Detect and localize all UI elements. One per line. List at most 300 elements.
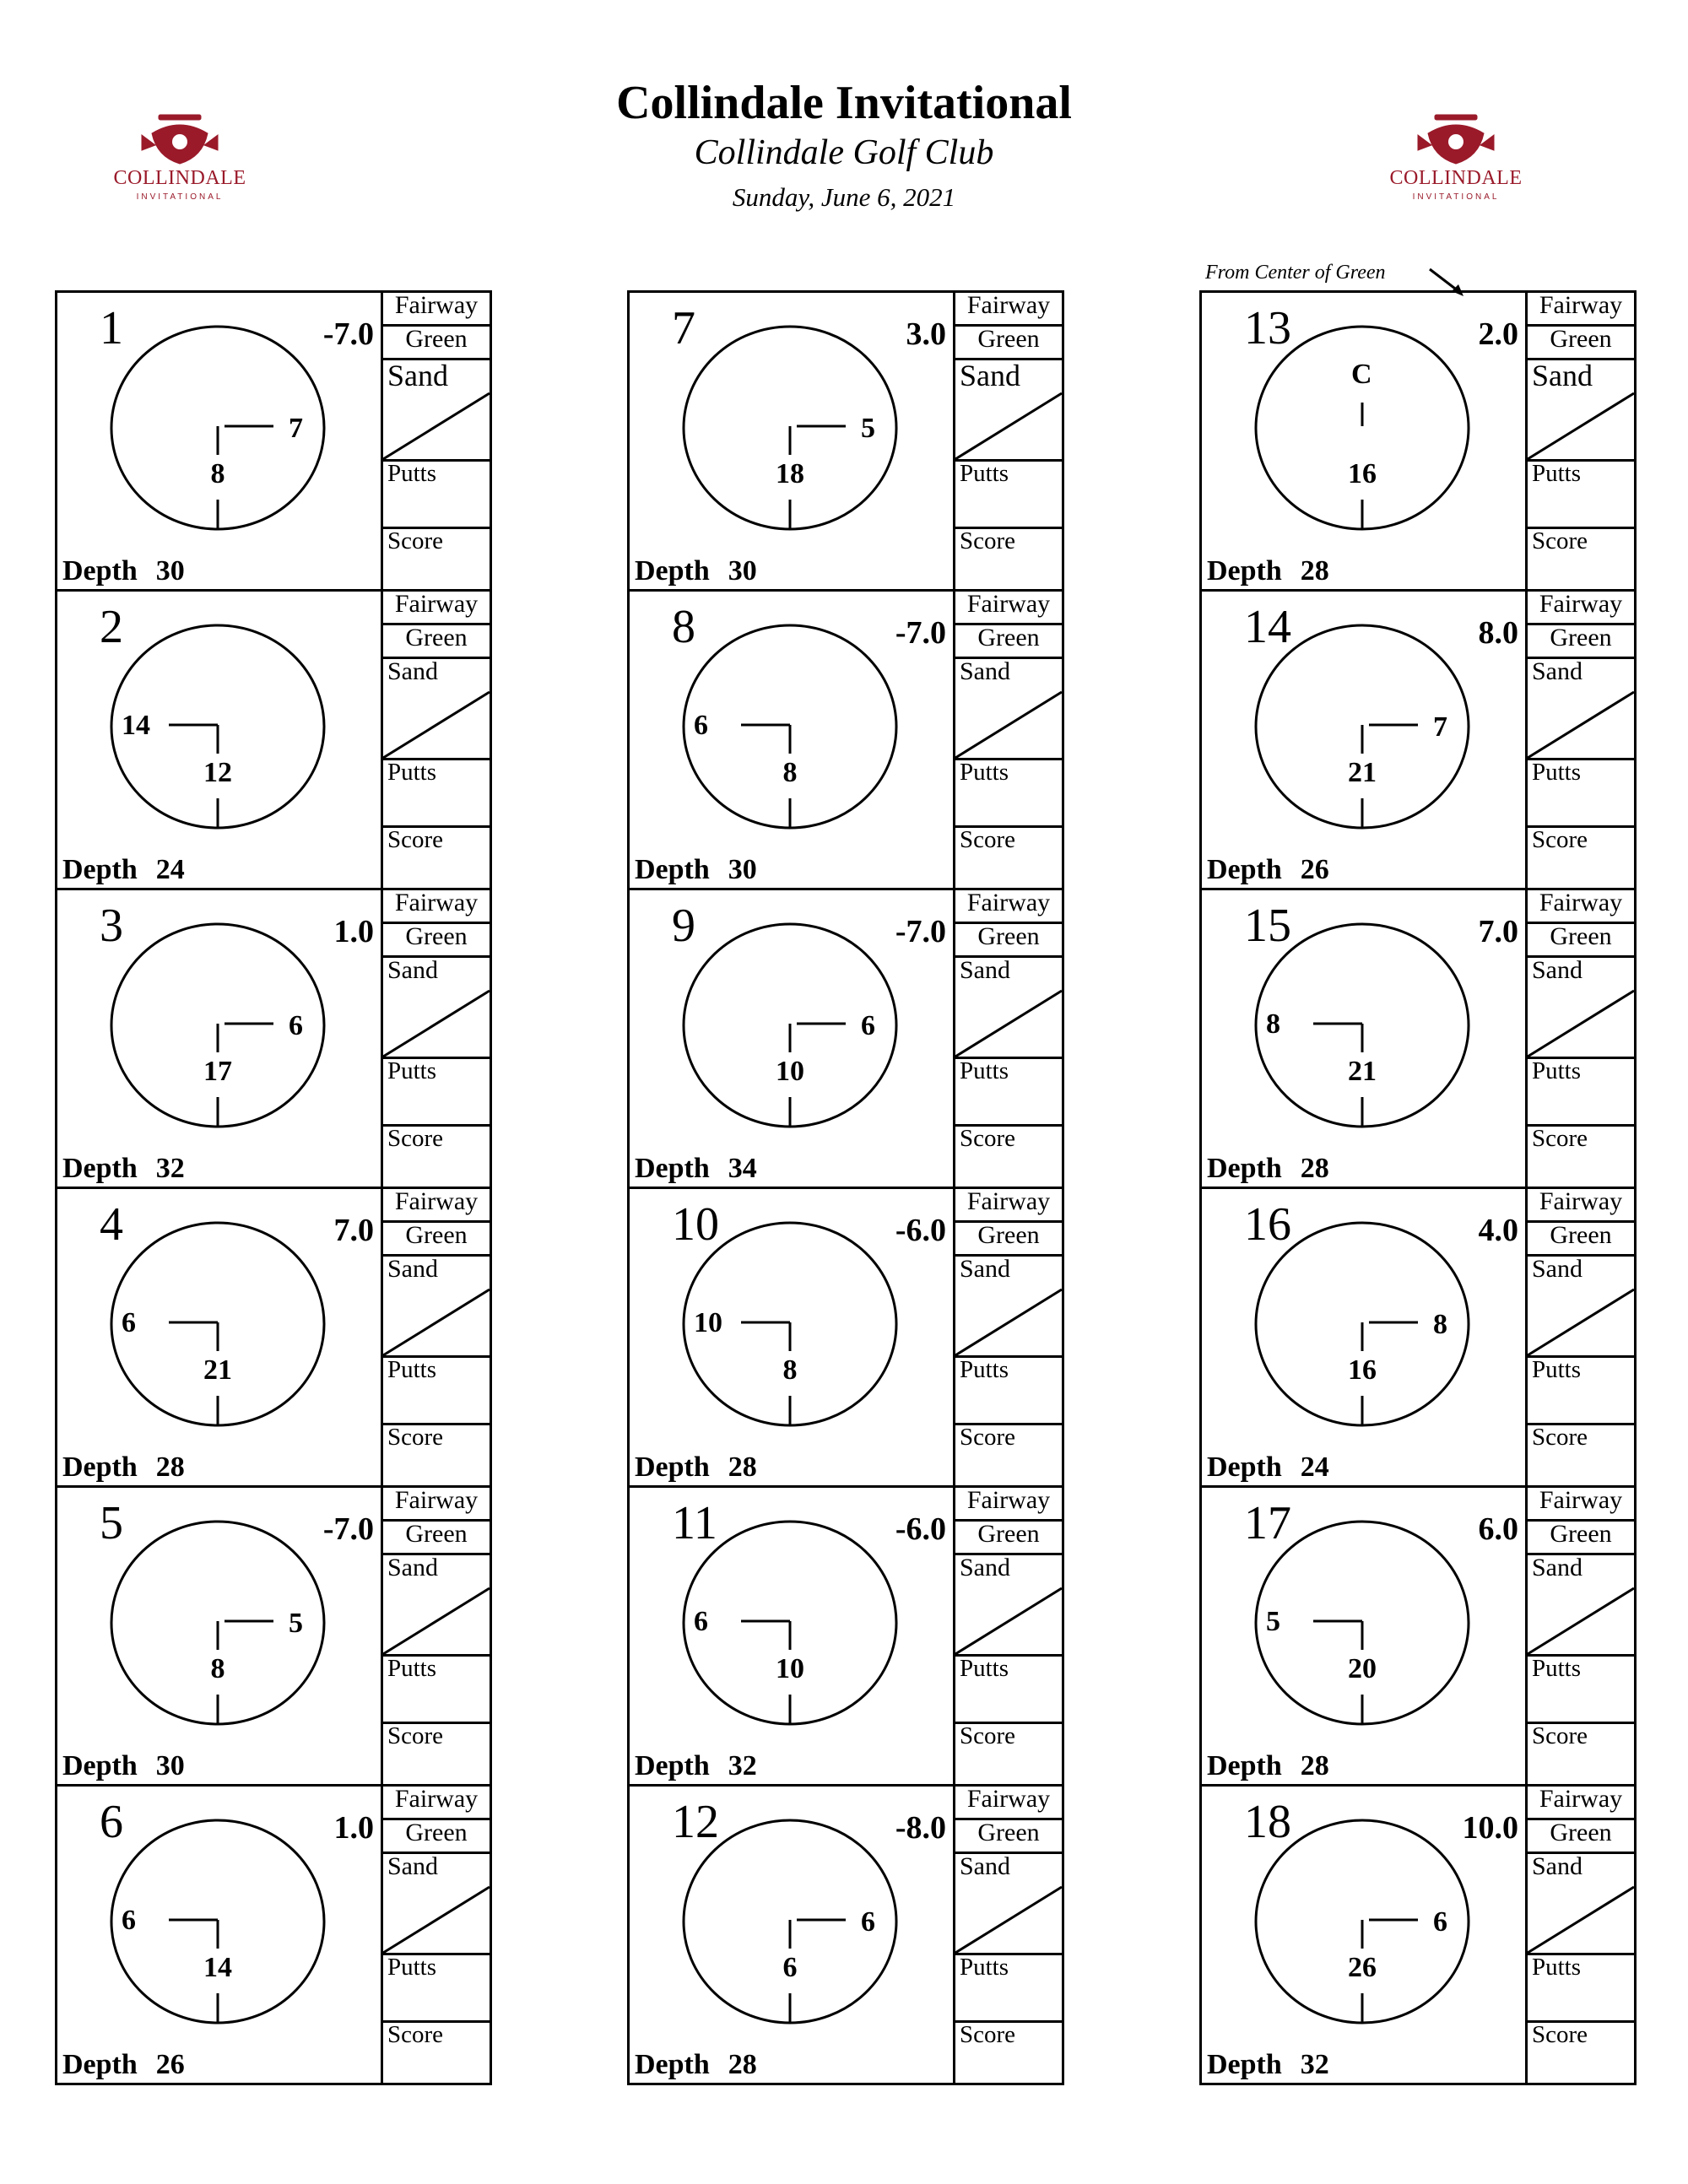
fairway-field-label: Fairway: [394, 1187, 479, 1215]
pin-offset: -6.0: [895, 1213, 946, 1248]
green-diagram: [1254, 922, 1470, 1128]
green-field[interactable]: [383, 1522, 490, 1555]
hole-card: [627, 589, 1064, 890]
green-field-label: Green: [1550, 624, 1612, 651]
green-diagram: [1254, 325, 1470, 531]
hole-number: 14: [1244, 601, 1291, 653]
green-depth: [1207, 1453, 1329, 1482]
sand-field[interactable]: [1528, 360, 1634, 462]
score-field-label: Score: [960, 826, 1016, 853]
hole-number: 1: [100, 302, 123, 354]
putts-field[interactable]: [383, 1358, 490, 1425]
score-field[interactable]: [955, 828, 1062, 888]
fairway-field[interactable]: [955, 1787, 1062, 1820]
score-field-label: Score: [387, 1125, 444, 1152]
fairway-field-label: Fairway: [1539, 291, 1623, 319]
sand-field-label: Sand: [1532, 1852, 1582, 1880]
fairway-field[interactable]: [383, 293, 490, 327]
depth-value: 28: [1300, 1153, 1329, 1184]
putts-field[interactable]: [1528, 1955, 1634, 2023]
pin-offset: 1.0: [333, 1810, 374, 1846]
green-depth: [1207, 2051, 1329, 2079]
hole-card: [55, 589, 492, 890]
pin-offset: 4.0: [1478, 1213, 1518, 1248]
sand-divider-line: [955, 1884, 1062, 1955]
stats-column: [383, 592, 490, 888]
score-field-label: Score: [1532, 1125, 1588, 1152]
sand-field[interactable]: [383, 1257, 490, 1358]
green-field[interactable]: [383, 625, 490, 659]
score-field[interactable]: [955, 1127, 1062, 1187]
green-diagram-panel: [57, 1488, 383, 1784]
hole-card: [55, 1784, 492, 2085]
depth-label: Depth: [1207, 1153, 1282, 1184]
stats-column: [1528, 592, 1634, 888]
score-field[interactable]: [1528, 2023, 1634, 2083]
depth-value: 24: [155, 854, 185, 885]
stats-column: [955, 293, 1062, 589]
fairway-field-label: Fairway: [1539, 590, 1623, 618]
green-diagram: [110, 1819, 326, 2025]
fairway-field-label: Fairway: [1539, 889, 1623, 916]
holes-column-2: [627, 290, 1064, 2085]
sand-divider-line: [1528, 1586, 1634, 1657]
green-diagram: [110, 624, 326, 830]
sand-field-label: Sand: [1532, 1255, 1582, 1283]
pin-side-distance: 6: [122, 1905, 136, 1936]
putts-field[interactable]: [1528, 760, 1634, 828]
pin-side-distance: 6: [694, 1606, 708, 1637]
pin-side-distance: C: [1351, 359, 1372, 390]
depth-value: 30: [728, 854, 757, 885]
stats-column: [1528, 890, 1634, 1187]
score-field-label: Score: [1532, 2021, 1588, 2048]
green-outline: [682, 624, 898, 830]
hole-card: [55, 1187, 492, 1488]
green-field[interactable]: [955, 924, 1062, 958]
putts-field-label: Putts: [387, 1655, 437, 1682]
sand-divider-line: [955, 689, 1062, 760]
fairway-field[interactable]: [1528, 1787, 1634, 1820]
depth-value: 30: [155, 1750, 185, 1781]
depth-label: Depth: [635, 1153, 710, 1184]
stats-column: [383, 1488, 490, 1784]
putts-field[interactable]: [383, 1059, 490, 1127]
sand-divider-line: [383, 1884, 490, 1955]
depth-label: Depth: [62, 2049, 138, 2080]
center-of-green-note: From Center of Green: [1205, 262, 1386, 284]
green-field[interactable]: [383, 1820, 490, 1854]
green-field[interactable]: [1528, 924, 1634, 958]
score-field[interactable]: [1528, 529, 1634, 589]
crest-icon: [1384, 108, 1528, 176]
green-depth: [1207, 856, 1329, 884]
green-field-label: Green: [1550, 325, 1612, 353]
fairway-field-label: Fairway: [966, 1187, 1051, 1215]
green-field[interactable]: [383, 1223, 490, 1257]
hole-card: [627, 1485, 1064, 1787]
green-outline: [1254, 922, 1470, 1128]
putts-field[interactable]: [1528, 1657, 1634, 1724]
score-field[interactable]: [383, 1127, 490, 1187]
pin-front-distance: 8: [210, 1653, 225, 1684]
putts-field[interactable]: [1528, 1358, 1634, 1425]
putts-field-label: Putts: [387, 759, 437, 786]
green-diagram-panel: [630, 592, 955, 888]
fairway-field[interactable]: [383, 890, 490, 924]
green-field-label: Green: [977, 1221, 1040, 1249]
putts-field[interactable]: [383, 1955, 490, 2023]
hole-card: [1199, 290, 1637, 592]
sand-field-label: Sand: [1532, 359, 1593, 392]
green-field[interactable]: [1528, 625, 1634, 659]
green-depth: [635, 1453, 757, 1482]
green-field[interactable]: [1528, 327, 1634, 360]
depth-label: Depth: [62, 555, 138, 587]
putts-field-label: Putts: [387, 1954, 437, 1981]
score-field-label: Score: [387, 1722, 444, 1749]
fairway-field[interactable]: [1528, 1189, 1634, 1223]
pin-front-distance: 8: [782, 757, 798, 788]
green-depth: [62, 557, 185, 586]
hole-number: 11: [672, 1497, 717, 1549]
score-field[interactable]: [383, 529, 490, 589]
depth-value: 28: [728, 2049, 757, 2080]
green-field[interactable]: [383, 327, 490, 360]
green-depth: [62, 1154, 185, 1183]
depth-value: 28: [1300, 555, 1329, 587]
score-field[interactable]: [955, 1425, 1062, 1485]
sand-divider-line: [1528, 988, 1634, 1059]
pin-side-distance: 8: [1266, 1008, 1280, 1040]
pin-offset: -7.0: [322, 1511, 374, 1547]
green-field[interactable]: [955, 625, 1062, 659]
depth-label: Depth: [1207, 1750, 1282, 1781]
sand-field[interactable]: [383, 360, 490, 462]
score-field[interactable]: [955, 1724, 1062, 1784]
pin-offset: 6.0: [1478, 1511, 1518, 1547]
sand-field[interactable]: [1528, 1555, 1634, 1657]
sand-divider-line: [955, 391, 1062, 462]
hole-number: 9: [672, 900, 695, 952]
putts-field[interactable]: [383, 1657, 490, 1724]
green-field-label: Green: [977, 922, 1040, 950]
depth-value: 28: [728, 1451, 757, 1483]
pin-side-distance: 6: [861, 1010, 875, 1041]
green-diagram-panel: [630, 890, 955, 1187]
green-diagram-panel: [630, 293, 955, 589]
pin-side-distance: 6: [289, 1010, 303, 1041]
fairway-field[interactable]: [383, 1488, 490, 1522]
pin-front-distance: 20: [1348, 1653, 1377, 1684]
hole-card: [1199, 888, 1637, 1189]
putts-field-label: Putts: [960, 460, 1009, 487]
hole-number: 8: [672, 601, 695, 653]
fairway-field[interactable]: [1528, 1488, 1634, 1522]
score-field-label: Score: [1532, 1424, 1588, 1451]
pin-front-distance: 16: [1348, 1354, 1377, 1386]
sand-divider-line: [383, 988, 490, 1059]
stats-column: [1528, 1189, 1634, 1485]
depth-label: Depth: [62, 1750, 138, 1781]
putts-field-label: Putts: [1532, 759, 1582, 786]
sand-field-label: Sand: [1532, 657, 1582, 685]
green-outline: [110, 1819, 326, 2025]
sand-field[interactable]: [383, 958, 490, 1059]
sand-field[interactable]: [1528, 1854, 1634, 1955]
score-field-label: Score: [960, 1125, 1016, 1152]
stats-column: [955, 1189, 1062, 1485]
green-field[interactable]: [955, 1820, 1062, 1854]
pin-offset: -7.0: [322, 316, 374, 352]
fairway-field[interactable]: [1528, 592, 1634, 625]
fairway-field[interactable]: [955, 890, 1062, 924]
stats-column: [955, 1787, 1062, 2083]
stats-column: [383, 1787, 490, 2083]
sand-field[interactable]: [1528, 1257, 1634, 1358]
stats-column: [1528, 293, 1634, 589]
depth-label: Depth: [1207, 1451, 1282, 1483]
sand-field-label: Sand: [387, 657, 438, 685]
fairway-field-label: Fairway: [966, 1486, 1051, 1514]
green-depth: [1207, 1752, 1329, 1781]
green-diagram: [110, 1221, 326, 1427]
sand-field[interactable]: [1528, 659, 1634, 760]
club-logo-right: [1384, 108, 1528, 216]
sand-field-label: Sand: [960, 657, 1010, 685]
pin-side-distance: 6: [861, 1906, 875, 1938]
green-field[interactable]: [955, 327, 1062, 360]
pin-side-distance: 6: [122, 1307, 136, 1338]
score-field[interactable]: [383, 2023, 490, 2083]
score-field[interactable]: [1528, 1425, 1634, 1485]
sand-field[interactable]: [383, 1555, 490, 1657]
pin-front-distance: 18: [776, 458, 804, 489]
green-field[interactable]: [955, 1223, 1062, 1257]
pin-offset: 7.0: [1478, 914, 1518, 949]
green-field[interactable]: [955, 1522, 1062, 1555]
pin-front-distance: 10: [776, 1653, 804, 1684]
score-field-label: Score: [387, 2021, 444, 2048]
score-field[interactable]: [383, 1724, 490, 1784]
sand-divider-line: [955, 1586, 1062, 1657]
sand-divider-line: [1528, 689, 1634, 760]
stats-column: [383, 1189, 490, 1485]
fairway-field-label: Fairway: [394, 590, 479, 618]
green-field-label: Green: [1550, 1520, 1612, 1548]
score-field[interactable]: [955, 2023, 1062, 2083]
green-depth: [62, 1453, 185, 1482]
putts-field[interactable]: [955, 462, 1062, 529]
holes-column-1: [55, 290, 492, 2085]
green-field-label: Green: [405, 1819, 468, 1846]
score-field[interactable]: [1528, 1127, 1634, 1187]
pin-side-distance: 5: [861, 413, 875, 444]
green-field[interactable]: [1528, 1522, 1634, 1555]
green-diagram-panel: [630, 1189, 955, 1485]
pin-front-distance: 21: [1348, 1056, 1377, 1087]
hole-number: 16: [1244, 1198, 1291, 1251]
green-field[interactable]: [383, 924, 490, 958]
green-diagram-panel: [1202, 293, 1528, 589]
putts-field-label: Putts: [960, 759, 1009, 786]
putts-field[interactable]: [383, 462, 490, 529]
sand-divider-line: [383, 391, 490, 462]
green-diagram: [682, 1221, 898, 1427]
stats-column: [383, 293, 490, 589]
putts-field[interactable]: [955, 760, 1062, 828]
green-diagram: [110, 325, 326, 531]
putts-field[interactable]: [955, 1955, 1062, 2023]
sand-field-label: Sand: [960, 1852, 1010, 1880]
sand-divider-line: [383, 1287, 490, 1358]
green-field-label: Green: [977, 1520, 1040, 1548]
sand-field-label: Sand: [960, 1255, 1010, 1283]
holes-column-3: [1199, 290, 1637, 2085]
green-field-label: Green: [405, 325, 468, 353]
fairway-field[interactable]: [1528, 890, 1634, 924]
green-depth: [635, 2051, 757, 2079]
sand-field[interactable]: [955, 958, 1062, 1059]
sand-field-label: Sand: [1532, 1554, 1582, 1581]
green-field-label: Green: [1550, 1819, 1612, 1846]
putts-field[interactable]: [955, 1657, 1062, 1724]
score-field[interactable]: [383, 1425, 490, 1485]
fairway-field-label: Fairway: [394, 291, 479, 319]
event-title: Collindale Invitational: [616, 77, 1072, 129]
hole-number: 18: [1244, 1796, 1291, 1848]
fairway-field[interactable]: [383, 592, 490, 625]
fairway-field-label: Fairway: [1539, 1785, 1623, 1813]
green-field-label: Green: [405, 1520, 468, 1548]
pin-front-distance: 12: [203, 757, 232, 788]
green-field-label: Green: [977, 624, 1040, 651]
putts-field-label: Putts: [960, 1655, 1009, 1682]
putts-field[interactable]: [1528, 1059, 1634, 1127]
sand-field[interactable]: [955, 659, 1062, 760]
putts-field[interactable]: [1528, 462, 1634, 529]
sand-divider-line: [383, 689, 490, 760]
depth-label: Depth: [62, 1451, 138, 1483]
green-field[interactable]: [1528, 1223, 1634, 1257]
pin-side-distance: 5: [1266, 1606, 1280, 1637]
sand-field[interactable]: [955, 1257, 1062, 1358]
depth-value: 30: [155, 555, 185, 587]
hole-number: 4: [100, 1198, 123, 1251]
hole-card: [627, 1187, 1064, 1488]
putts-field-label: Putts: [960, 1954, 1009, 1981]
sand-divider-line: [1528, 391, 1634, 462]
fairway-field[interactable]: [955, 592, 1062, 625]
green-diagram-panel: [57, 293, 383, 589]
green-diagram: [1254, 1819, 1470, 2025]
green-diagram-panel: [1202, 592, 1528, 888]
green-diagram-panel: [1202, 890, 1528, 1187]
hole-card: [627, 888, 1064, 1189]
fairway-field[interactable]: [955, 1189, 1062, 1223]
score-field[interactable]: [1528, 828, 1634, 888]
stats-column: [1528, 1787, 1634, 2083]
green-depth: [635, 1154, 757, 1183]
depth-label: Depth: [62, 1153, 138, 1184]
pin-side-distance: 6: [694, 710, 708, 741]
green-field[interactable]: [1528, 1820, 1634, 1854]
depth-label: Depth: [1207, 854, 1282, 885]
green-diagram-panel: [57, 592, 383, 888]
hole-number: 7: [672, 302, 695, 354]
pin-front-distance: 16: [1348, 458, 1377, 489]
sand-field[interactable]: [955, 1854, 1062, 1955]
fairway-field-label: Fairway: [1539, 1187, 1623, 1215]
green-diagram-panel: [57, 1787, 383, 2083]
pin-offset: 8.0: [1478, 615, 1518, 651]
green-diagram: [1254, 1520, 1470, 1726]
green-diagram-panel: [1202, 1787, 1528, 2083]
sand-field-label: Sand: [387, 956, 438, 984]
green-depth: [635, 856, 757, 884]
hole-card: [1199, 1784, 1637, 2085]
hole-card: [627, 290, 1064, 592]
score-field-label: Score: [1532, 527, 1588, 554]
depth-label: Depth: [635, 555, 710, 587]
logo-subtext: INVITATIONAL: [1412, 192, 1500, 202]
putts-field[interactable]: [383, 760, 490, 828]
fairway-field[interactable]: [1528, 293, 1634, 327]
score-field[interactable]: [955, 529, 1062, 589]
sand-field-label: Sand: [387, 1852, 438, 1880]
green-diagram-panel: [1202, 1488, 1528, 1784]
fairway-field[interactable]: [383, 1787, 490, 1820]
hole-card: [55, 1485, 492, 1787]
pin-offset: 1.0: [333, 914, 374, 949]
sand-field[interactable]: [955, 360, 1062, 462]
score-field[interactable]: [383, 828, 490, 888]
depth-value: 32: [1300, 2049, 1329, 2080]
green-field-label: Green: [1550, 1221, 1612, 1249]
pin-side-distance: 10: [694, 1307, 722, 1338]
sand-field[interactable]: [955, 1555, 1062, 1657]
green-diagram-panel: [630, 1787, 955, 2083]
green-diagram: [682, 922, 898, 1128]
fairway-field[interactable]: [383, 1189, 490, 1223]
fairway-field[interactable]: [955, 293, 1062, 327]
green-diagram: [1254, 1221, 1470, 1427]
sand-field[interactable]: [1528, 958, 1634, 1059]
pin-offset: -6.0: [895, 1511, 946, 1547]
score-field-label: Score: [960, 2021, 1016, 2048]
putts-field[interactable]: [955, 1059, 1062, 1127]
pin-offset: 10.0: [1462, 1810, 1518, 1846]
sand-field[interactable]: [383, 659, 490, 760]
score-field-label: Score: [387, 527, 444, 554]
green-diagram: [110, 922, 326, 1128]
sand-field[interactable]: [383, 1854, 490, 1955]
putts-field[interactable]: [955, 1358, 1062, 1425]
green-diagram: [110, 1520, 326, 1726]
fairway-field[interactable]: [955, 1488, 1062, 1522]
stats-column: [955, 890, 1062, 1187]
sand-field-label: Sand: [1532, 956, 1582, 984]
putts-field-label: Putts: [960, 1356, 1009, 1383]
green-depth: [1207, 1154, 1329, 1183]
green-field-label: Green: [405, 1221, 468, 1249]
hole-number: 17: [1244, 1497, 1291, 1549]
score-field[interactable]: [1528, 1724, 1634, 1784]
score-field-label: Score: [1532, 1722, 1588, 1749]
sand-field-label: Sand: [387, 359, 448, 392]
depth-value: 34: [728, 1153, 757, 1184]
hole-number: 5: [100, 1497, 123, 1549]
